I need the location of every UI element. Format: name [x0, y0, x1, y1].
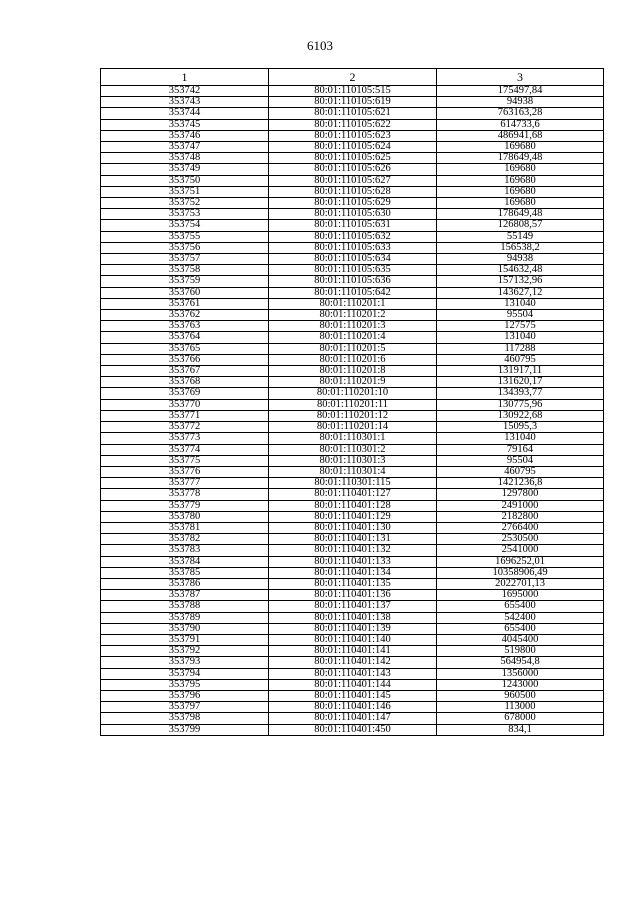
- table-cell: 80:01:110105:635: [269, 265, 437, 276]
- table-cell: 80:01:110301:115: [269, 478, 437, 489]
- table-cell: 80:01:110105:622: [269, 119, 437, 130]
- table-cell: 2182800: [437, 511, 604, 522]
- table-cell: 80:01:110105:626: [269, 164, 437, 175]
- table-row: [101, 590, 604, 601]
- table-row: [101, 545, 604, 556]
- table-cell: 80:01:110401:133: [269, 556, 437, 567]
- table-row: [101, 668, 604, 679]
- column-header: 1: [101, 69, 269, 86]
- table-cell: 1695000: [437, 590, 604, 601]
- table-cell: 169680: [437, 164, 604, 175]
- table-cell: 353796: [101, 690, 269, 701]
- table-cell: 80:01:110401:144: [269, 679, 437, 690]
- table-cell: 80:01:110105:629: [269, 198, 437, 209]
- table-cell: 55149: [437, 231, 604, 242]
- table-cell: 678000: [437, 713, 604, 724]
- table-cell: 353749: [101, 164, 269, 175]
- table-cell: 178649,48: [437, 153, 604, 164]
- table-cell: 542400: [437, 612, 604, 623]
- table-row: [101, 623, 604, 634]
- table-row: [101, 478, 604, 489]
- table-cell: 127575: [437, 321, 604, 332]
- table-cell: 131040: [437, 298, 604, 309]
- table-cell: 134393,77: [437, 388, 604, 399]
- table-row: [101, 321, 604, 332]
- table-cell: 113000: [437, 702, 604, 713]
- table-cell: 2022701,13: [437, 578, 604, 589]
- table-cell: 353798: [101, 713, 269, 724]
- table-row: [101, 343, 604, 354]
- table-row: [101, 422, 604, 433]
- table-row: [101, 108, 604, 119]
- table-cell: 353780: [101, 511, 269, 522]
- table-row: [101, 209, 604, 220]
- table-cell: 353764: [101, 332, 269, 343]
- table-cell: 353786: [101, 578, 269, 589]
- table-cell: 80:01:110301:4: [269, 466, 437, 477]
- table-cell: 80:01:110401:129: [269, 511, 437, 522]
- table-cell: 80:01:110401:450: [269, 724, 437, 735]
- table-row: [101, 657, 604, 668]
- table-cell: 130775,96: [437, 399, 604, 410]
- table-row: [101, 489, 604, 500]
- table-row: [101, 634, 604, 645]
- table-row: [101, 690, 604, 701]
- table-cell: 353758: [101, 265, 269, 276]
- table-cell: 80:01:110401:143: [269, 668, 437, 679]
- table-cell: 655400: [437, 601, 604, 612]
- table-cell: 80:01:110105:631: [269, 220, 437, 231]
- table-row: [101, 254, 604, 265]
- table-cell: 353771: [101, 410, 269, 421]
- table-cell: 1297800: [437, 489, 604, 500]
- table-cell: 80:01:110401:128: [269, 500, 437, 511]
- table-cell: 157132,96: [437, 276, 604, 287]
- table-cell: 353788: [101, 601, 269, 612]
- table-cell: 353779: [101, 500, 269, 511]
- table-row: [101, 534, 604, 545]
- table-cell: 353768: [101, 377, 269, 388]
- table-cell: 79164: [437, 444, 604, 455]
- table-row: [101, 287, 604, 298]
- table-cell: 80:01:110401:145: [269, 690, 437, 701]
- table-cell: 353791: [101, 634, 269, 645]
- table-row: [101, 646, 604, 657]
- table-cell: 80:01:110401:147: [269, 713, 437, 724]
- table-row: [101, 702, 604, 713]
- table-cell: 353743: [101, 97, 269, 108]
- table-cell: 80:01:110301:1: [269, 433, 437, 444]
- table-cell: 353766: [101, 354, 269, 365]
- table-cell: 353777: [101, 478, 269, 489]
- table-cell: 353742: [101, 86, 269, 97]
- table-cell: 353762: [101, 310, 269, 321]
- table-cell: 763163,28: [437, 108, 604, 119]
- table-cell: 353773: [101, 433, 269, 444]
- table-cell: 80:01:110201:3: [269, 321, 437, 332]
- table-row: [101, 186, 604, 197]
- table-cell: 15095,3: [437, 422, 604, 433]
- table-cell: 80:01:110301:3: [269, 455, 437, 466]
- table-cell: 353775: [101, 455, 269, 466]
- table-cell: 80:01:110401:136: [269, 590, 437, 601]
- table-cell: 353765: [101, 343, 269, 354]
- table-row: [101, 354, 604, 365]
- table-cell: 4045400: [437, 634, 604, 645]
- table-row: [101, 164, 604, 175]
- table-cell: 169680: [437, 186, 604, 197]
- table-cell: 353746: [101, 130, 269, 141]
- table-cell: 353755: [101, 231, 269, 242]
- table-row: [101, 388, 604, 399]
- table-cell: 80:01:110401:146: [269, 702, 437, 713]
- table-cell: 80:01:110201:12: [269, 410, 437, 421]
- table-cell: 353797: [101, 702, 269, 713]
- table-row: [101, 175, 604, 186]
- table-cell: 80:01:110401:141: [269, 646, 437, 657]
- table-cell: 486941,68: [437, 130, 604, 141]
- table-cell: 131040: [437, 433, 604, 444]
- table-cell: 178649,48: [437, 209, 604, 220]
- table-body: [101, 86, 604, 736]
- table-cell: 353767: [101, 366, 269, 377]
- table-cell: 10358906,49: [437, 567, 604, 578]
- table-cell: 353795: [101, 679, 269, 690]
- table-row: [101, 142, 604, 153]
- column-header: 3: [437, 69, 604, 86]
- table-cell: 80:01:110401:142: [269, 657, 437, 668]
- table-cell: 353792: [101, 646, 269, 657]
- table-cell: 80:01:110401:134: [269, 567, 437, 578]
- table-cell: 353753: [101, 209, 269, 220]
- table-cell: 655400: [437, 623, 604, 634]
- table-cell: 353756: [101, 242, 269, 253]
- table-cell: 353752: [101, 198, 269, 209]
- table-cell: 2766400: [437, 522, 604, 533]
- table-cell: 80:01:110401:139: [269, 623, 437, 634]
- table-cell: 80:01:110201:8: [269, 366, 437, 377]
- table-row: [101, 724, 604, 735]
- table-cell: 1356000: [437, 668, 604, 679]
- table-cell: 353772: [101, 422, 269, 433]
- table-cell: 80:01:110201:2: [269, 310, 437, 321]
- table-row: [101, 444, 604, 455]
- table-cell: 2530500: [437, 534, 604, 545]
- table-cell: 80:01:110401:131: [269, 534, 437, 545]
- table-cell: 960500: [437, 690, 604, 701]
- table-row: [101, 97, 604, 108]
- table-cell: 519800: [437, 646, 604, 657]
- table-cell: 353799: [101, 724, 269, 735]
- table-cell: 353794: [101, 668, 269, 679]
- table-cell: 353748: [101, 153, 269, 164]
- table-cell: 95504: [437, 310, 604, 321]
- table-row: [101, 466, 604, 477]
- table-cell: 80:01:110401:127: [269, 489, 437, 500]
- page-number: 6103: [307, 38, 333, 53]
- data-table: [100, 68, 604, 736]
- table-cell: 94938: [437, 254, 604, 265]
- table-row: [101, 220, 604, 231]
- table-row: [101, 198, 604, 209]
- table-row: [101, 433, 604, 444]
- table-cell: 353763: [101, 321, 269, 332]
- table-cell: 353745: [101, 119, 269, 130]
- table-cell: 143627,12: [437, 287, 604, 298]
- table-row: [101, 310, 604, 321]
- table-cell: 80:01:110105:642: [269, 287, 437, 298]
- table-cell: 80:01:110105:623: [269, 130, 437, 141]
- table-cell: 460795: [437, 354, 604, 365]
- table-cell: 80:01:110105:621: [269, 108, 437, 119]
- table-cell: 154632,48: [437, 265, 604, 276]
- table-row: [101, 130, 604, 141]
- table-header-row: [101, 69, 604, 86]
- table-cell: 80:01:110401:135: [269, 578, 437, 589]
- table-cell: 353757: [101, 254, 269, 265]
- table-cell: 94938: [437, 97, 604, 108]
- table-cell: 353754: [101, 220, 269, 231]
- table-cell: 95504: [437, 455, 604, 466]
- table-cell: 353789: [101, 612, 269, 623]
- table-cell: 1243000: [437, 679, 604, 690]
- table-row: [101, 86, 604, 97]
- table-cell: 353782: [101, 534, 269, 545]
- table-row: [101, 612, 604, 623]
- table-row: [101, 511, 604, 522]
- table-cell: 353793: [101, 657, 269, 668]
- table-cell: 80:01:110105:634: [269, 254, 437, 265]
- table-cell: 80:01:110105:636: [269, 276, 437, 287]
- table-cell: 130922,68: [437, 410, 604, 421]
- table-row: [101, 231, 604, 242]
- table-cell: 117288: [437, 343, 604, 354]
- table-cell: 80:01:110201:14: [269, 422, 437, 433]
- table-cell: 353751: [101, 186, 269, 197]
- table-cell: 131620,17: [437, 377, 604, 388]
- table-cell: 353781: [101, 522, 269, 533]
- table-cell: 353784: [101, 556, 269, 567]
- table-cell: 80:01:110301:2: [269, 444, 437, 455]
- table-cell: 353770: [101, 399, 269, 410]
- table-cell: 834,1: [437, 724, 604, 735]
- table-cell: 353776: [101, 466, 269, 477]
- table-cell: 80:01:110201:4: [269, 332, 437, 343]
- table-row: [101, 119, 604, 130]
- table-cell: 353783: [101, 545, 269, 556]
- table-cell: 131040: [437, 332, 604, 343]
- table-cell: 80:01:110105:515: [269, 86, 437, 97]
- table-row: [101, 455, 604, 466]
- table-cell: 353761: [101, 298, 269, 309]
- table-cell: 80:01:110105:628: [269, 186, 437, 197]
- table-cell: 131917,11: [437, 366, 604, 377]
- table-cell: 1696252,01: [437, 556, 604, 567]
- table-cell: 80:01:110105:632: [269, 231, 437, 242]
- table-row: [101, 713, 604, 724]
- table-cell: 353760: [101, 287, 269, 298]
- table-cell: 156538,2: [437, 242, 604, 253]
- table-row: [101, 276, 604, 287]
- table-cell: 80:01:110201:9: [269, 377, 437, 388]
- table-cell: 80:01:110105:627: [269, 175, 437, 186]
- table-cell: 126808,57: [437, 220, 604, 231]
- table-cell: 169680: [437, 175, 604, 186]
- table-row: [101, 679, 604, 690]
- table-cell: 80:01:110201:11: [269, 399, 437, 410]
- table-cell: 353769: [101, 388, 269, 399]
- table-row: [101, 298, 604, 309]
- table-cell: 460795: [437, 466, 604, 477]
- table-cell: 353774: [101, 444, 269, 455]
- table-cell: 80:01:110201:10: [269, 388, 437, 399]
- table-row: [101, 578, 604, 589]
- table-cell: 80:01:110201:6: [269, 354, 437, 365]
- table-row: [101, 410, 604, 421]
- table-row: [101, 332, 604, 343]
- table-cell: 80:01:110401:140: [269, 634, 437, 645]
- table-cell: 80:01:110401:130: [269, 522, 437, 533]
- table-row: [101, 567, 604, 578]
- table-cell: 353744: [101, 108, 269, 119]
- table-cell: 80:01:110401:132: [269, 545, 437, 556]
- table-cell: 353747: [101, 142, 269, 153]
- table-row: [101, 601, 604, 612]
- table-cell: 80:01:110401:138: [269, 612, 437, 623]
- table-row: [101, 556, 604, 567]
- table-cell: 80:01:110105:624: [269, 142, 437, 153]
- table-cell: 2541000: [437, 545, 604, 556]
- table-cell: 353787: [101, 590, 269, 601]
- table-row: [101, 265, 604, 276]
- table-row: [101, 366, 604, 377]
- table-row: [101, 500, 604, 511]
- table-cell: 80:01:110105:630: [269, 209, 437, 220]
- table-row: [101, 242, 604, 253]
- table-cell: 2491000: [437, 500, 604, 511]
- table-cell: 353759: [101, 276, 269, 287]
- table-cell: 564954,8: [437, 657, 604, 668]
- table-cell: 353778: [101, 489, 269, 500]
- table-cell: 80:01:110201:1: [269, 298, 437, 309]
- table-cell: 1421236,8: [437, 478, 604, 489]
- table-row: [101, 377, 604, 388]
- table-cell: 169680: [437, 198, 604, 209]
- table-cell: 175497,84: [437, 86, 604, 97]
- table-cell: 80:01:110105:625: [269, 153, 437, 164]
- table-cell: 80:01:110105:633: [269, 242, 437, 253]
- table-row: [101, 522, 604, 533]
- table-cell: 80:01:110401:137: [269, 601, 437, 612]
- table-cell: 80:01:110201:5: [269, 343, 437, 354]
- column-header: 2: [269, 69, 437, 86]
- table-cell: 353750: [101, 175, 269, 186]
- table-cell: 353790: [101, 623, 269, 634]
- table-cell: 353785: [101, 567, 269, 578]
- table-row: [101, 399, 604, 410]
- table-cell: 169680: [437, 142, 604, 153]
- table-cell: 80:01:110105:619: [269, 97, 437, 108]
- table-cell: 614733,6: [437, 119, 604, 130]
- table-row: [101, 153, 604, 164]
